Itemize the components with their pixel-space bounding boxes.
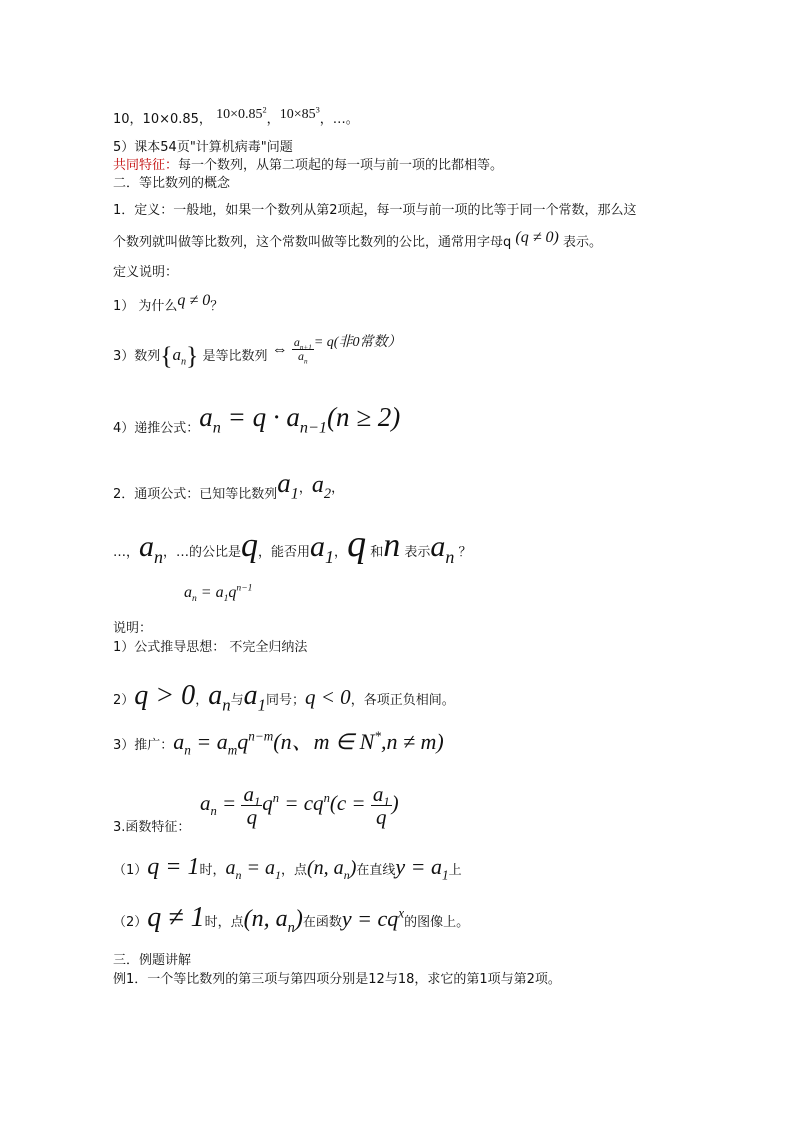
question-4: 4）递推公式：$a_n = q \cdot a_{n-1}(n \ge 2)$	[113, 402, 401, 437]
math-term: $a_n$	[430, 530, 455, 567]
math-sequence: $\{a_n\}$	[160, 341, 199, 370]
value-text: 10，	[113, 112, 143, 127]
definition-line-2: 个数列就叫做等比数列，这个常数叫做等比数列的公比，通常用字母q (q ≠ 0) 表示。	[113, 229, 602, 250]
math-term: q ≠ 0	[177, 292, 211, 309]
math-term: $10\times 0.85^2$	[216, 105, 267, 122]
iff-symbol: ⇔	[271, 341, 288, 358]
function-features-title: 3.函数特征：	[113, 820, 191, 835]
math-term: q < 0	[305, 685, 351, 709]
math-term: $a_1$	[243, 680, 266, 715]
math-term: q	[241, 527, 259, 564]
math-term: q = 1	[147, 854, 200, 880]
math-term: $y = a_1$	[395, 854, 449, 883]
explanation-2: 2）q > 0，$a_n$与$a_1$同号；q < 0，各项正负相间。	[113, 680, 455, 715]
section-2-title: 二．等比数列的概念	[113, 176, 231, 191]
math-term: q > 0	[134, 680, 196, 711]
math-term: $a_n$	[139, 530, 164, 567]
case-2: （2）q ≠ 1时，点(n, $a_n$)在函数$y = cq^x$的图像上。	[113, 902, 470, 936]
common-feature-label: 共同特征：	[113, 158, 179, 173]
math-term: $y = cq^x$	[341, 905, 405, 931]
recursive-formula: $a_n = q \cdot a_{n-1}(n \ge 2)$	[199, 402, 401, 437]
math-term: (n, $a_n$)	[243, 906, 303, 936]
general-term-formula: $a_n = a_1q^{n-1}$	[184, 582, 253, 605]
math-fraction: $\frac{a_{n+1}}{a_n}$	[293, 335, 312, 366]
case-1: （1）q = 1时，$a_n = a_1$，点(n, $a_n$)在直线$y = a_1$上	[113, 854, 462, 883]
section-3-title: 三．例题讲解	[113, 953, 192, 968]
value-text: 10×0.85，	[142, 112, 212, 127]
common-feature	[113, 158, 503, 174]
math-term: (n, $a_n$)	[307, 857, 357, 882]
explanation-title: 说明：	[113, 621, 153, 636]
item-5: 5）课本54页"计算机病毒"问题	[113, 140, 293, 155]
generalized-formula: $a_n = a_mq^{n-m}(n$、m ∈ N*,n ≠ m)	[173, 728, 444, 758]
math-term: n	[383, 527, 401, 564]
math-term: $a_1$	[277, 468, 299, 503]
definition-line-1: 1．定义：一般地，如果一个数列从第2项起，每一项与前一项的比等于同一个常数，那么这	[113, 203, 637, 218]
math-term: $a_n$	[208, 680, 231, 715]
definition-explanation: 定义说明：	[113, 265, 179, 280]
question-3: 3）数列$\{a_n\}$ 是等比数列 ⇔ $\frac{a_{n+1}}{a_n}$ = q(非0常数）	[113, 335, 402, 370]
math-term: $10\times 85^3$	[279, 105, 320, 122]
example-1: 例1．一个等比数列的第三项与第四项分别是12与18，求它的第1项与第2项。	[113, 972, 561, 987]
math-term: q	[347, 523, 367, 565]
general-term-intro: 2．通项公式：已知等比数列$a_1$，$a_2$，	[113, 468, 345, 503]
math-term: $a_n = a_1$	[225, 857, 281, 882]
math-term: $a_1$	[310, 530, 335, 567]
general-term-question: …，$a_n$，…的公比是q，能否用$a_1$，q 和n 表示$a_n$ ？	[113, 523, 472, 567]
question-1: 1） 为什么q ≠ 0？	[113, 292, 224, 314]
sequence-values-line: 10，10×0.85， $10\times 0.85^2$，$10\times 85^3$，…。	[113, 105, 359, 127]
explanation-1: 1）公式推导思想： 不完全归纳法	[113, 640, 308, 655]
math-term: $a_2$	[311, 472, 332, 502]
math-condition: (q ≠ 0)	[515, 229, 559, 246]
math-term: q ≠ 1	[147, 902, 205, 933]
function-form-formula: $a_n$ = $\frac{a_1}{q}$ $q^n = cq^n(c$ = $\frac{a_1}{q}$ )	[200, 781, 399, 829]
common-feature-text: 每一个数列，从第二项起的每一项与前一项的比都相等。	[178, 158, 504, 173]
explanation-3: 3）推广：$a_n = a_mq^{n-m}(n$、m ∈ N*,n ≠ m)	[113, 728, 444, 758]
